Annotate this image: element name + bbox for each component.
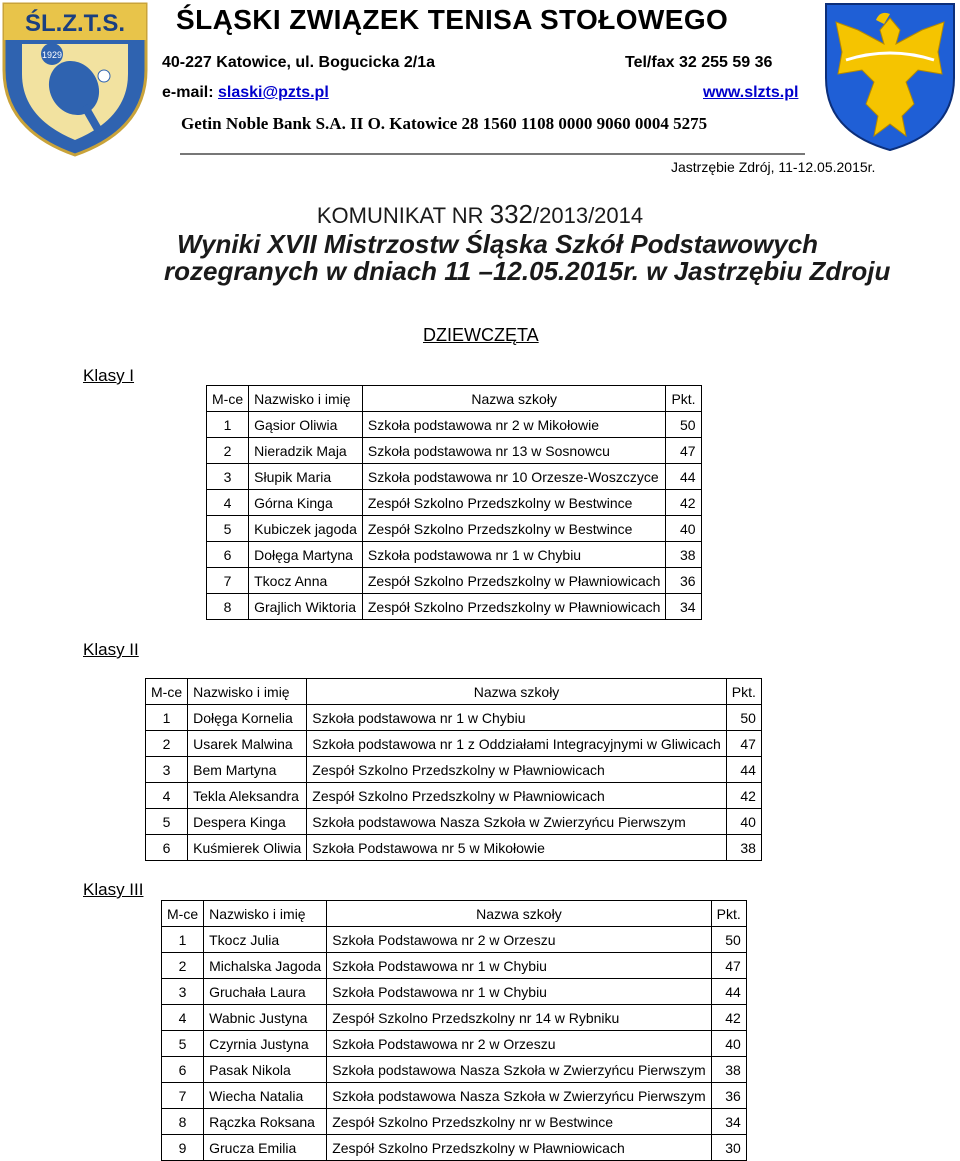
points-cell: 36 <box>711 1083 746 1109</box>
points-cell: 34 <box>666 594 701 620</box>
name-cell: Nieradzik Maja <box>249 438 363 464</box>
points-cell: 42 <box>666 490 701 516</box>
table-row <box>162 1005 747 1031</box>
points-cell: 40 <box>726 809 761 835</box>
place-cell: 8 <box>162 1109 204 1135</box>
column-header: Pkt. <box>666 386 701 412</box>
komunikat-number: 332 <box>489 199 534 229</box>
points-cell: 36 <box>666 568 701 594</box>
place-cell: 5 <box>162 1031 204 1057</box>
place-cell: 9 <box>162 1135 204 1161</box>
school-cell: Szkoła podstawowa nr 1 w Chybiu <box>362 542 666 568</box>
table-row <box>162 1135 747 1161</box>
school-cell: Szkoła Podstawowa nr 1 w Chybiu <box>327 979 711 1005</box>
address: 40-227 Katowice, ul. Bogucicka 2/1a <box>162 54 436 71</box>
school-cell: Szkoła podstawowa nr 1 w Chybiu <box>307 705 727 731</box>
table-row <box>146 731 762 757</box>
points-cell: 38 <box>726 835 761 861</box>
table-row <box>207 516 702 542</box>
points-cell: 44 <box>726 757 761 783</box>
email-line <box>162 84 329 102</box>
points-cell: 38 <box>666 542 701 568</box>
name-cell: Tekla Aleksandra <box>188 783 307 809</box>
school-cell: Szkoła podstawowa Nasza Szkoła w Zwierzyńcu Pierwszym <box>327 1083 711 1109</box>
table-row <box>162 1109 747 1135</box>
name-cell: Despera Kinga <box>188 809 307 835</box>
school-cell: Zespół Szkolno Przedszkolny w Pławniowicach <box>362 594 666 620</box>
website-link[interactable]: www.slzts.pl <box>703 84 799 101</box>
table-row <box>162 953 747 979</box>
email-label: e-mail: <box>162 84 219 101</box>
title-line-2: rozegranych w dniach 11 –12.05.2015r. w Jastrzębiu Zdroju <box>164 256 891 286</box>
results-table-klasy-2 <box>145 678 762 861</box>
school-cell: Szkoła podstawowa Nasza Szkoła w Zwierzyńcu Pierwszym <box>327 1057 711 1083</box>
telfax: Tel/fax 32 255 59 36 <box>625 54 773 71</box>
school-cell: Szkoła Podstawowa nr 2 w Orzeszu <box>327 1031 711 1057</box>
place-cell: 4 <box>207 490 249 516</box>
name-cell: Gąsior Oliwia <box>249 412 363 438</box>
table-row <box>162 1057 747 1083</box>
name-cell: Górna Kinga <box>249 490 363 516</box>
place-cell: 7 <box>207 568 249 594</box>
column-header: Nazwa szkoły <box>362 386 666 412</box>
table-row <box>207 542 702 568</box>
place-cell: 8 <box>207 594 249 620</box>
table-row <box>162 927 747 953</box>
place-cell: 4 <box>162 1005 204 1031</box>
table-row <box>146 809 762 835</box>
section-label-klasy-1: Klasy I <box>83 366 135 385</box>
school-cell: Szkoła podstawowa nr 10 Orzesze-Woszczyce <box>362 464 666 490</box>
place-cell: 2 <box>146 731 188 757</box>
points-cell: 40 <box>711 1031 746 1057</box>
school-cell: Szkoła Podstawowa nr 5 w Mikołowie <box>307 835 727 861</box>
place-cell: 1 <box>146 705 188 731</box>
results-table-klasy-3 <box>161 900 747 1161</box>
name-cell: Rączka Roksana <box>204 1109 327 1135</box>
email-link[interactable]: slaski@pzts.pl <box>218 84 329 101</box>
place-cell: 3 <box>146 757 188 783</box>
column-header: Nazwisko i imię <box>249 386 363 412</box>
school-cell: Szkoła Podstawowa nr 1 w Chybiu <box>327 953 711 979</box>
name-cell: Tkocz Anna <box>249 568 363 594</box>
school-cell: Zespół Szkolno Przedszkolny nr w Bestwince <box>327 1109 711 1135</box>
points-cell: 44 <box>711 979 746 1005</box>
place-cell: 6 <box>162 1057 204 1083</box>
points-cell: 47 <box>711 953 746 979</box>
table-row <box>207 412 702 438</box>
name-cell: Kubiczek jagoda <box>249 516 363 542</box>
school-cell: Szkoła podstawowa nr 13 w Sosnowcu <box>362 438 666 464</box>
name-cell: Dołęga Martyna <box>249 542 363 568</box>
table-row <box>162 979 747 1005</box>
bank-account: Getin Noble Bank S.A. II O. Katowice 28 1560 1108 0000 9060 0004 5275 <box>181 114 708 133</box>
table-row <box>162 1031 747 1057</box>
name-cell: Wiecha Natalia <box>204 1083 327 1109</box>
column-header: Pkt. <box>711 901 746 927</box>
column-header: Nazwa szkoły <box>327 901 711 927</box>
logo-text: ŚL.Z.T.S. <box>24 10 126 37</box>
komunikat-heading <box>0 199 960 230</box>
points-cell: 44 <box>666 464 701 490</box>
table-row <box>146 835 762 861</box>
school-cell: Szkoła podstawowa Nasza Szkoła w Zwierzyńcu Pierwszym <box>307 809 727 835</box>
name-cell: Gruchała Laura <box>204 979 327 1005</box>
table-header-row <box>162 901 747 927</box>
name-cell: Grajlich Wiktoria <box>249 594 363 620</box>
title-line-1: Wyniki XVII Mistrzostw Śląska Szkół Podstawowych <box>177 229 819 259</box>
points-cell: 47 <box>726 731 761 757</box>
school-cell: Zespół Szkolno Przedszkolny w Bestwince <box>362 516 666 542</box>
school-cell: Szkoła podstawowa nr 1 z Oddziałami Integracyjnymi w Gliwicach <box>307 731 727 757</box>
name-cell: Tkocz Julia <box>204 927 327 953</box>
name-cell: Grucza Emilia <box>204 1135 327 1161</box>
column-header: Nazwa szkoły <box>307 679 727 705</box>
table-header-row <box>146 679 762 705</box>
school-cell: Szkoła Podstawowa nr 2 w Orzeszu <box>327 927 711 953</box>
points-cell: 42 <box>726 783 761 809</box>
name-cell: Pasak Nikola <box>204 1057 327 1083</box>
table-row <box>146 705 762 731</box>
place-cell: 6 <box>207 542 249 568</box>
komunikat-prefix: KOMUNIKAT NR <box>316 203 490 228</box>
section-label-klasy-2: Klasy II <box>83 640 139 659</box>
name-cell: Usarek Malwina <box>188 731 307 757</box>
results-table-klasy-1 <box>206 385 702 620</box>
table-row <box>146 757 762 783</box>
school-cell: Szkoła podstawowa nr 2 w Mikołowie <box>362 412 666 438</box>
club-logo-icon <box>0 0 150 158</box>
points-cell: 34 <box>711 1109 746 1135</box>
school-cell: Zespół Szkolno Przedszkolny w Pławniowicach <box>327 1135 711 1161</box>
column-header: M-ce <box>146 679 188 705</box>
logo-year: 1929 <box>41 50 63 60</box>
place-date: Jastrzębie Zdrój, 11-12.05.2015r. <box>671 159 876 175</box>
points-cell: 40 <box>666 516 701 542</box>
place-cell: 3 <box>162 979 204 1005</box>
column-header: M-ce <box>162 901 204 927</box>
gender-heading: DZIEWCZĘTA <box>423 325 539 345</box>
name-cell: Dołęga Kornelia <box>188 705 307 731</box>
place-cell: 2 <box>207 438 249 464</box>
school-cell: Zespół Szkolno Przedszkolny w Pławniowicach <box>362 568 666 594</box>
points-cell: 38 <box>711 1057 746 1083</box>
column-header: Nazwisko i imię <box>188 679 307 705</box>
place-cell: 5 <box>146 809 188 835</box>
place-cell: 3 <box>207 464 249 490</box>
points-cell: 47 <box>666 438 701 464</box>
name-cell: Słupik Maria <box>249 464 363 490</box>
school-cell: Zespół Szkolno Przedszkolny nr 14 w Rybniku <box>327 1005 711 1031</box>
place-cell: 1 <box>162 927 204 953</box>
name-cell: Michalska Jagoda <box>204 953 327 979</box>
points-cell: 42 <box>711 1005 746 1031</box>
column-header: M-ce <box>207 386 249 412</box>
place-cell: 2 <box>162 953 204 979</box>
place-cell: 5 <box>207 516 249 542</box>
section-label-klasy-3: Klasy III <box>83 880 144 899</box>
komunikat-suffix: /2013/2014 <box>533 203 644 228</box>
table-row <box>162 1083 747 1109</box>
org-name: ŚLĄSKI ZWIĄZEK TENISA STOŁOWEGO <box>176 4 729 35</box>
table-row <box>207 568 702 594</box>
place-cell: 6 <box>146 835 188 861</box>
place-cell: 1 <box>207 412 249 438</box>
table-row <box>207 490 702 516</box>
school-cell: Zespół Szkolno Przedszkolny w Pławniowicach <box>307 757 727 783</box>
table-row <box>207 464 702 490</box>
name-cell: Kuśmierek Oliwia <box>188 835 307 861</box>
points-cell: 50 <box>711 927 746 953</box>
name-cell: Czyrnia Justyna <box>204 1031 327 1057</box>
points-cell: 50 <box>666 412 701 438</box>
header-divider <box>180 153 805 155</box>
school-cell: Zespół Szkolno Przedszkolny w Bestwince <box>362 490 666 516</box>
column-header: Pkt. <box>726 679 761 705</box>
table-header-row <box>207 386 702 412</box>
school-cell: Zespół Szkolno Przedszkolny w Pławniowicach <box>307 783 727 809</box>
column-header: Nazwisko i imię <box>204 901 327 927</box>
points-cell: 50 <box>726 705 761 731</box>
points-cell: 30 <box>711 1135 746 1161</box>
table-row <box>146 783 762 809</box>
name-cell: Wabnic Justyna <box>204 1005 327 1031</box>
table-row <box>207 594 702 620</box>
table-row <box>207 438 702 464</box>
silesia-eagle-crest-icon <box>822 0 958 152</box>
name-cell: Bem Martyna <box>188 757 307 783</box>
place-cell: 4 <box>146 783 188 809</box>
place-cell: 7 <box>162 1083 204 1109</box>
